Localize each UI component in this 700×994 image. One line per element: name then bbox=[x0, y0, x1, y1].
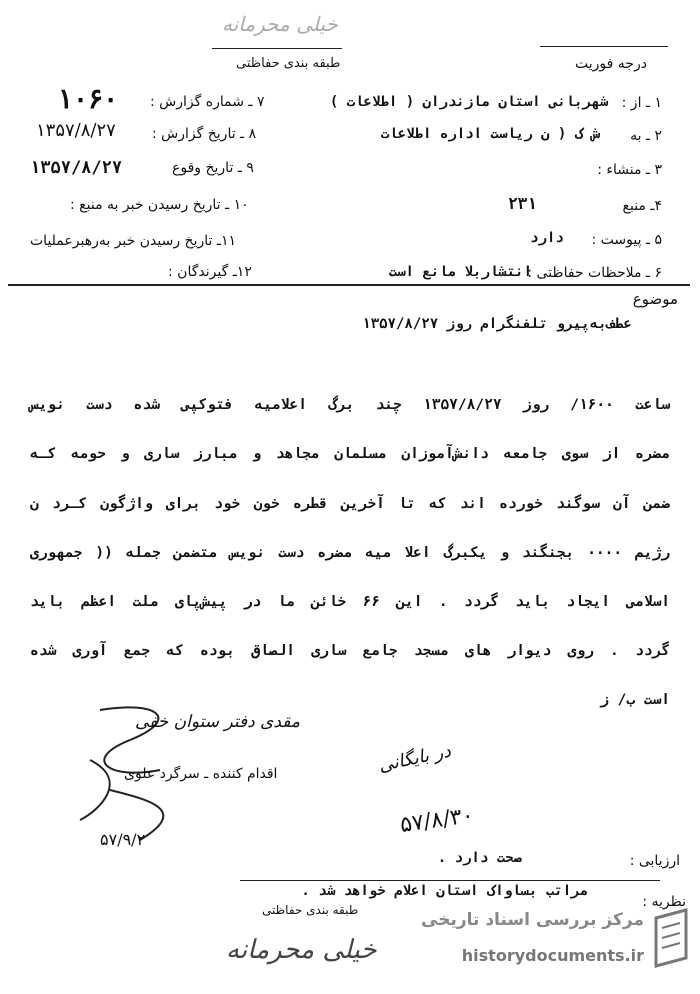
to-value: ش ک ( ن ریاست اداره اطلاعات bbox=[380, 126, 600, 142]
body-line-3: ضمن آن سوگند خورده اند که تا آخرین قطره خون خود برای واژگون کـرد ن bbox=[30, 496, 670, 512]
officer-note: مقدی دفتر ستوان خفی bbox=[135, 712, 300, 732]
evaluation-value: صحت دارد . bbox=[437, 850, 522, 866]
header-divider bbox=[8, 284, 690, 286]
attachment-value: دارد bbox=[530, 230, 564, 246]
to-label: ۲ ـ به bbox=[630, 128, 662, 144]
action-date: ۵۷/۹/۲ bbox=[100, 830, 146, 849]
news-to-source-label: ۱۰ ـ تاریخ رسیدن خبر به منبع : bbox=[70, 197, 249, 213]
subject-label: موضوع bbox=[632, 290, 678, 308]
subject-value: عطف‌به‌پیرو تلفنگرام روز ۱۳۵۷/۸/۲۷ bbox=[362, 316, 632, 332]
recipients-label: ۱۲ـ گیرندگان : bbox=[168, 264, 252, 280]
watermark-url: historydocuments.ir bbox=[461, 946, 644, 965]
report-date-value: ۱۳۵۷/۸/۲۷ bbox=[36, 120, 116, 141]
body-line-5: اسلامی ایجاد باید گردد . این ۶۶ خائن ما در پیش‌پای ملت اعظم باید bbox=[30, 594, 671, 610]
body-line-7: است ب/ ز bbox=[600, 692, 670, 708]
event-date-label: ۹ ـ تاریخ وقوع bbox=[172, 160, 254, 176]
source-label: ۴ـ منبع bbox=[622, 198, 662, 214]
report-number-label: ۷ ـ شماره گزارش : bbox=[150, 94, 265, 110]
evaluation-label: ارزیابی : bbox=[629, 853, 680, 869]
top-classification-stamp: خیلی محرمانه bbox=[222, 12, 338, 36]
news-to-ops-label: ۱۱ـ تاریخ رسیدن خبر به‌رهبرعملیات bbox=[30, 233, 237, 249]
archive-logo-icon bbox=[648, 908, 692, 968]
bottom-classification-stamp: خیلی محرمانه bbox=[226, 935, 377, 965]
body-line-6: گردد . روی دیوار های مسجد جامع ساری الصاق بوده که جمع آوری شده bbox=[30, 643, 670, 659]
report-number-value: ۱۰۶۰ bbox=[58, 82, 119, 115]
origin-label: ۳ ـ منشاء : bbox=[597, 162, 662, 178]
from-label: ۱ ـ از : bbox=[621, 95, 662, 111]
classification-label: طبقه بندی حفاظتی bbox=[236, 56, 341, 71]
urgency-line bbox=[540, 46, 668, 47]
watermark bbox=[394, 900, 694, 990]
report-date-label: ۸ ـ تاریخ گزارش : bbox=[152, 126, 257, 142]
source-value: ۲۳۱ bbox=[508, 194, 537, 213]
body-line-4: رژیم ۰۰۰۰ بجنگند و یکبرگ اعلا میه مضره دست نویس متضمن جمله (( جمهوری bbox=[30, 545, 670, 561]
remarks-value: انتشاربلا مانع است bbox=[388, 264, 532, 280]
body-line-1: ساعت ۱۶۰۰/ روز ۱۳۵۷/۸/۲۷ چند برگ اعلامیه فتوکپی شده دست نویس bbox=[30, 397, 670, 413]
opinion-value: مراتب بساواک استان اعلام خواهد شد . bbox=[301, 883, 588, 899]
footer-divider bbox=[240, 880, 660, 881]
action-by: اقدام کننده ـ سرگرد علوی bbox=[124, 766, 278, 782]
body-line-2: مضره از سوی جامعه دانش‌آموزان مسلمان مجاهد و مبارز ساری و حومه کـه bbox=[30, 446, 670, 462]
from-value: شهربانی استان مازندران ( اطلاعات ) bbox=[329, 94, 608, 110]
footer-classification-label: طبقه بندی حفاظتی bbox=[262, 903, 359, 917]
opinion-label: نظریه : bbox=[642, 894, 686, 910]
right-signature-2: ۵۷/۸/۳۰ bbox=[398, 802, 476, 839]
watermark-name: مرکز بررسی اسناد تاریخی bbox=[421, 910, 644, 930]
right-signature-1: در بایگانی bbox=[376, 740, 453, 777]
attachment-label: ۵ ـ پیوست : bbox=[591, 232, 662, 248]
event-date-value: ۱۳۵۷/۸/۲۷ bbox=[30, 158, 123, 178]
top-stamp-underline bbox=[212, 48, 342, 49]
remarks-label: ۶ ـ ملاحظات حفاظتی : bbox=[527, 265, 662, 281]
urgency-label: درجه فوریت bbox=[575, 56, 647, 72]
